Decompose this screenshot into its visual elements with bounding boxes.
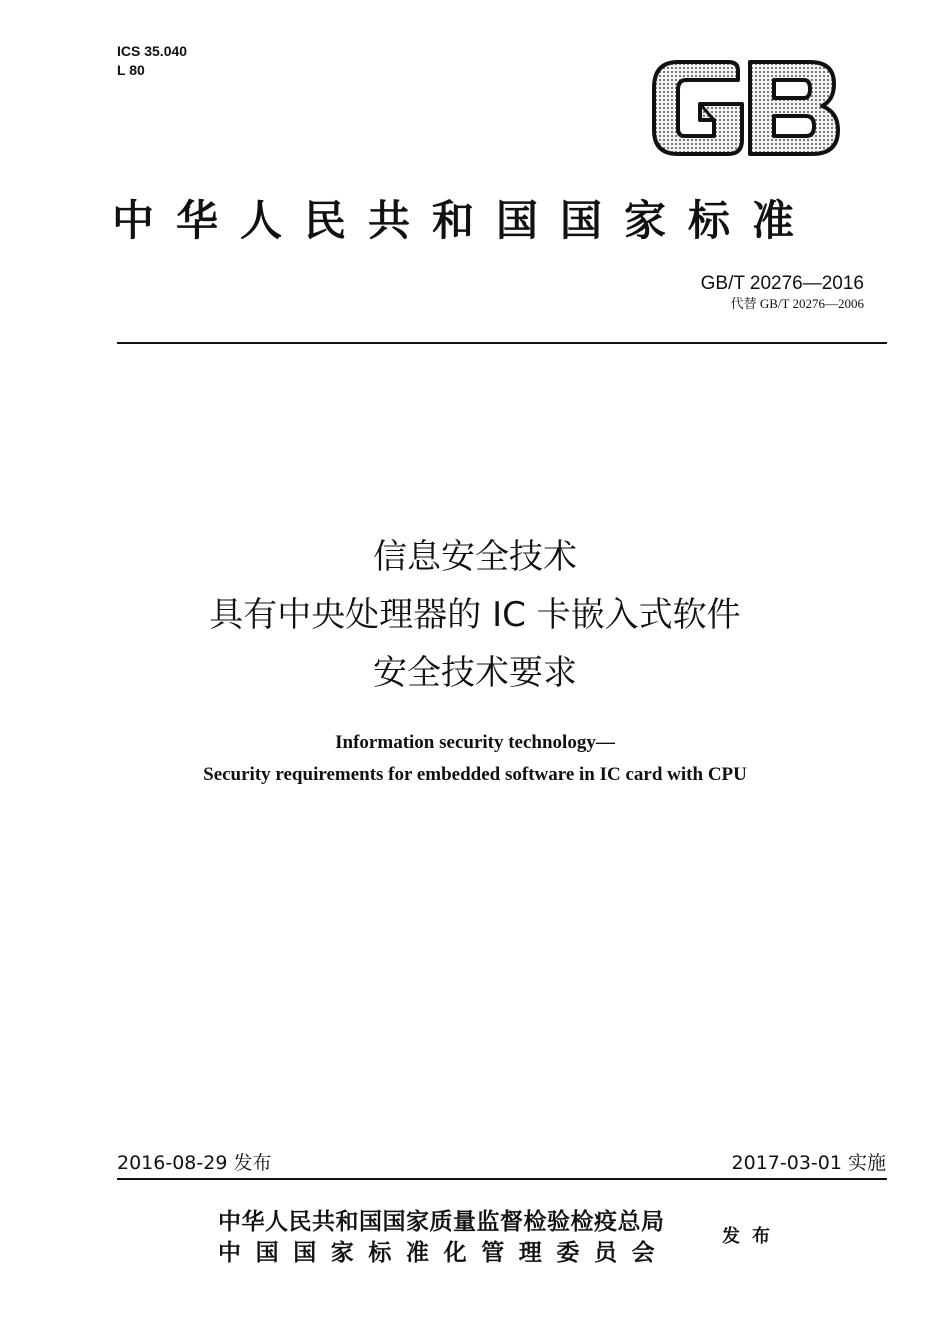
chinese-title bbox=[0, 528, 950, 702]
replaces-standard: 代替 GB/T 20276—2006 bbox=[730, 296, 864, 311]
gb-logo-icon bbox=[650, 58, 840, 158]
chinese-title-line-3: 安全技术要求 bbox=[373, 653, 577, 693]
header-divider bbox=[117, 342, 887, 344]
english-title bbox=[0, 727, 950, 791]
issue-date: 2016-08-29 发布 bbox=[117, 1152, 272, 1174]
issuer-sac: 中国国家标准化管理委员会 bbox=[218, 1239, 670, 1266]
chinese-title-line-2: 具有中央处理器的 IC 卡嵌入式软件 bbox=[209, 595, 741, 635]
issuing-nation-title: 中华人民共和国国家标准 bbox=[112, 196, 817, 245]
ccs-code: L 80 bbox=[117, 62, 145, 78]
publish-label: 发布 bbox=[722, 1226, 782, 1247]
footer-divider bbox=[117, 1178, 887, 1180]
issuing-authorities bbox=[218, 1206, 669, 1268]
english-title-line-2: Security requirements for embedded software in IC card with CPU bbox=[203, 764, 747, 785]
ics-classification bbox=[117, 42, 187, 80]
standard-number-block bbox=[701, 272, 864, 312]
chinese-title-line-1: 信息安全技术 bbox=[373, 537, 577, 577]
english-title-line-1: Information security technology— bbox=[335, 732, 615, 753]
issuer-aqsiq: 中华人民共和国国家质量监督检验检疫总局 bbox=[218, 1208, 665, 1235]
standard-number: GB/T 20276—2016 bbox=[700, 273, 864, 294]
implementation-date: 2017-03-01 实施 bbox=[731, 1152, 886, 1174]
ics-code: ICS 35.040 bbox=[117, 43, 188, 59]
